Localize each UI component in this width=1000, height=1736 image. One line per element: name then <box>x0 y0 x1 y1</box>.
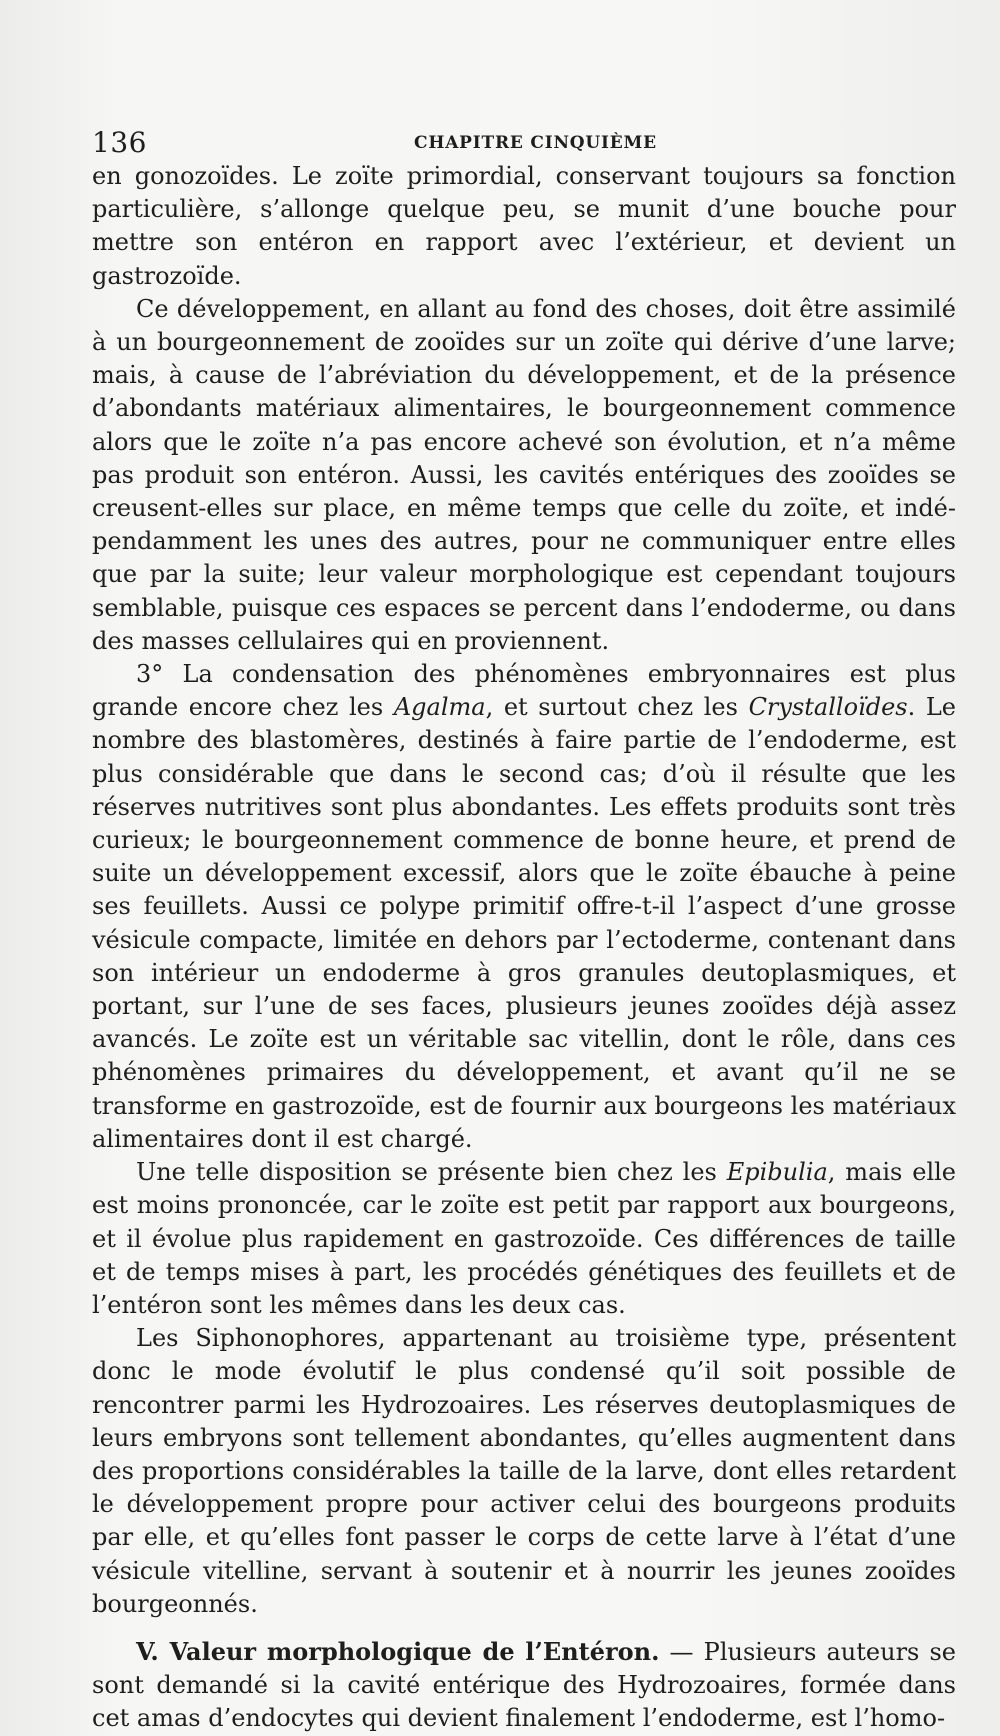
paragraph-3-text-c: . Le nombre des blastomères, destinés à faire partie de l’endoderme, est plus considérable que dans le second cas; d’où il résulte que les réserves nutritives sont plus abondantes. Les effets produits sont très curieux; le bourgeonnement commence de bonne heure, et prend de suite un développement excessif, alors que le zoïte ébauche à peine ses feuillets. Aussi ce polype primitif offre-t-il l’aspect d’une grosse vésicule compacte, limitée en dehors par l’ectoderme, contenant dans son intérieur un endoderme à gros granules deutoplasmiques, et portant, sur l’une de ses faces, plusieurs jeunes zooïdes déjà assez avancés. Le zoïte est un véritable sac vitellin, dont le rôle, dans ces phénomènes primaires du développement, et avant qu’il ne se transforme en gastrozoïde, est de fournir aux bourgeons les matériaux alimentaires dont il est chargé. <box>92 693 956 1153</box>
genus-name-agalma: Agalma <box>393 693 486 722</box>
paragraph-6 <box>92 1635 956 1736</box>
body-text <box>92 160 956 1736</box>
paragraph-6-text: — Plusieurs auteurs se sont demandé si la cavité entérique des Hydrozoaires, formée dans cet amas d’endocytes qui devient finalement l’endoderme, est l’homo- <box>92 1637 956 1733</box>
paragraph-4-text-a: Une telle disposition se présente bien chez les <box>136 1158 727 1187</box>
paragraph-1: en gonozoïdes. Le zoïte primordial, conservant toujours sa fonction particulière, s’allonge quelque peu, se munit d’une bouche pour mettre son entéron en rapport avec l’extérieur, et devient un gastrozoïde. <box>92 162 956 290</box>
running-head <box>92 118 956 158</box>
chapter-title: CHAPITRE CINQUIÈME <box>414 133 657 153</box>
paragraph-3-text-b: , et surtout chez les <box>485 693 749 722</box>
paragraph-5: Les Siphonophores, appartenant au troisième type, présentent donc le mode évolutif le plus condensé qu’il soit possible de rencontrer parmi les Hydrozoaires. Les réserves deutoplasmiques de leurs embryons sont tellement abondantes, qu’elles augmentent dans des proportions considérables la taille de la larve, dont elles retardent le développement propre pour activer celui des bourgeons produits par elle, et qu’elles font passer le corps de cette larve à l’état d’une vésicule vitelline, servant à soutenir et à nourrir les jeunes zooïdes bourgeonnés. <box>92 1324 956 1618</box>
paragraph-2: Ce développement, en allant au fond des choses, doit être assimilé à un bourgeonnement de zooïdes sur un zoïte qui dérive d’une larve; mais, à cause de l’abréviation du développement, et de la présence d’abondants matériaux alimentaires, le bourgeonnement commence alors que le zoïte n’a pas encore achevé son évolution, et n’a même pas produit son entéron. Aussi, les cavités entériques des zooïdes se creusent-elles sur place, en même temps que celle du zoïte, et indépendamment les unes des autres, pour ne communiquer entre elles que par la suite; leur valeur morphologique est cependant toujours semblable, puisque ces espaces se percent dans l’endoderme, ou dans des masses cellulaires qui en proviennent. <box>92 294 956 655</box>
genus-name-epibulia: Epibulia <box>726 1158 828 1187</box>
page-number: 136 <box>92 126 147 159</box>
paragraph-3 <box>92 658 956 1156</box>
paragraph-4-text-b: , mais elle est moins prononcée, car le zoïte est petit par rapport aux bourgeons, et il évolue plus rapidement en gastrozoïde. Ces différences de taille et de temps mises à part, les procédés génétiques des feuillets et de l’entéron sont les mêmes dans les deux cas. <box>92 1158 957 1319</box>
section-heading: V. Valeur morphologique de l’Entéron. <box>136 1636 660 1666</box>
genus-name-crystalloides: Crystalloïdes <box>748 693 908 722</box>
paragraph-4 <box>92 1156 956 1322</box>
paragraph-3-text-a: 3° La condensation des phénomènes embryonnaires est plus grande encore chez les <box>92 660 956 722</box>
